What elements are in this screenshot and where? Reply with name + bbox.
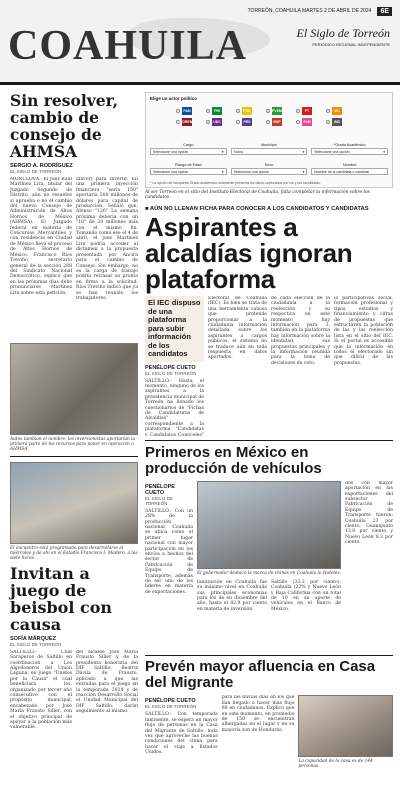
party-logo: FxM	[303, 120, 311, 124]
party-logo: RSP	[273, 120, 281, 124]
party-logo: MORENA	[179, 120, 195, 124]
candidate-search-panel	[145, 92, 393, 188]
lead-body	[10, 177, 138, 337]
main-kicker: ■ AÚN NO LLENAN FICHA PARA CONOCER A LOS CANDIDATOS Y CANDIDATAS	[145, 206, 369, 212]
main-headline: Aspirantes a alcaldías ignoran plataforma	[145, 212, 353, 294]
radio-icon[interactable]	[266, 109, 270, 113]
select-value: Seleccione una opción	[153, 149, 189, 154]
vehicles-outlet: EL SIGLO DE TORREÓN	[145, 495, 173, 506]
party-logo: PRD	[243, 109, 251, 113]
migrant-house-photo	[298, 695, 393, 757]
lead-col-2: afavor) para invertir. En una primera inyección financiera "sería 150" aportaría 500 millones de dólares para capital de producción. Señaló que, Alonso "126" La semana próxima debería con un "10" de 30 millones más con el mismo fin. Tomando como ese el 4 de abril, el juez Martínez Lira podría acceder al dictamen a la propuesta presentada por Ancira para el cambio de Consejo. Sin embargo, no es la carga de trabajo podría retrasar su pronta en firma a la solicitud. Ríos Treviño indicó que ya se han reunido los trabajadores.	[76, 177, 138, 301]
filter-edad	[150, 163, 227, 175]
party-option[interactable]	[176, 107, 200, 115]
migrant-photo-caption: La capacidad de la casa es de 144 personas.	[298, 759, 373, 770]
brand-subtitle: PERIÓDICO REGIONAL INDEPENDIENTE	[312, 42, 390, 47]
nombre-input[interactable]	[311, 168, 388, 175]
main-outlet: EL SIGLO DE TORREÓN	[145, 370, 197, 376]
party-logo: MC	[332, 107, 342, 115]
vehicles-lower-cols	[197, 580, 341, 612]
party-logo: PT	[302, 107, 312, 115]
main-col-2: Electoral de Coahuila (IEC). Es bien se trata de una herramienta valiosa que pretende proporcionar a la ciudadanía información detallada sobre los aspirantes a cargos públicos, el sistema no se traduce aún en toda respuesta en datos aportados.	[208, 296, 267, 361]
filter-municipio	[231, 143, 308, 155]
party-option[interactable]	[296, 107, 320, 115]
migrant-house-headline: Prevén mayor afluencia en Casa del Migrante	[145, 658, 376, 692]
sexo-select[interactable]	[231, 168, 308, 175]
party-logo: PES	[243, 120, 251, 124]
vehicles-photo	[197, 481, 341, 569]
party-logo: PRI	[212, 107, 222, 115]
filter-row-2	[150, 163, 388, 175]
radio-icon[interactable]	[176, 109, 180, 113]
vehicles-headline: Primeros en México en producción de vehículos	[145, 443, 322, 477]
cargo-select[interactable]	[150, 148, 227, 155]
filter-nombre	[311, 163, 388, 175]
input-placeholder: Nombre de la candidata o candidat	[314, 169, 369, 174]
lead-outlet: EL SIGLO DE TORREÓN	[10, 169, 62, 174]
brand-logo: El Siglo de Torreón	[296, 26, 390, 40]
vehicles-photo-block	[197, 481, 341, 651]
filter-label: Sexo	[264, 163, 274, 167]
sidebox-headline: El IEC dispuso de una plataforma para subir información de los candidatos	[148, 298, 201, 358]
chevron-down-icon: ▾	[221, 149, 224, 154]
migrant-col-2: para las lluvias días en los que lían llegado a hacer más flujo 80 en ciudadanos. Explicó que en este momento, en promedio de 150 se encuentran albergadas en el lugar y en su mayoría son de Honduras.	[221, 695, 295, 733]
main-story-body	[145, 296, 393, 436]
baseball-photo-caption: El encuentro está programado para desarrollarse el miércoles y de ahí en el Estadio Francisco I. Madero, a las siete horas.	[10, 545, 138, 561]
radio-icon[interactable]	[206, 109, 210, 113]
vehicles-col-1	[145, 481, 193, 651]
party-option[interactable]	[266, 107, 290, 115]
party-option[interactable]	[326, 118, 350, 126]
radio-icon[interactable]	[266, 120, 270, 124]
filter-cargo	[150, 143, 227, 155]
main-author: PENÉLOPE CUETO	[145, 364, 196, 371]
grado-select[interactable]	[311, 148, 388, 155]
vehicles-photo-caption: El gobernador destacó la marca de chinas en Coahuila lo Hoteles.	[197, 570, 341, 576]
main-sidebox	[145, 296, 204, 362]
panel-title: Elige un actor político	[150, 96, 198, 101]
party-selector	[176, 107, 376, 126]
filter-label: Rango de Edad	[175, 163, 202, 167]
section-title: COAHUILA	[8, 23, 248, 69]
masthead	[0, 0, 400, 85]
vehicles-col-2: tamización en Coahuila fue su máximo nivel en Coahuila sus principales economías para los de en diciembre del año, hasta el 82.9 por ciento en materia de inversión.	[197, 579, 267, 612]
party-option[interactable]	[236, 107, 260, 115]
party-option[interactable]	[266, 118, 290, 126]
filter-grado	[311, 143, 388, 155]
filter-label: Cargo	[183, 143, 194, 147]
vehicles-body	[145, 481, 393, 651]
main-col-3: de cada elección de la ciudadanía a la reelección y su respectiva en este momento hay información para 3, también en la plataforma hay información sobre la identidad, sus propuestas principales y la información reunida para la toma de decisiones de voto.	[271, 296, 330, 366]
chevron-down-icon: ▾	[302, 169, 305, 174]
lead-headline: Sin resolver, cambio de consejo de AHMSA	[10, 91, 119, 161]
baseball-photo	[10, 462, 138, 544]
divider	[145, 440, 393, 441]
radio-icon[interactable]	[236, 120, 240, 124]
filter-label: Municipio	[260, 143, 278, 147]
radio-icon[interactable]	[296, 120, 300, 124]
panel-note: * La opción de búsqueda Grado académico solamente presenta los datos capturados por los y las candidatas.	[150, 181, 321, 185]
migrant-photo-block	[298, 695, 393, 795]
edad-select[interactable]	[150, 168, 227, 175]
party-option[interactable]	[326, 107, 350, 115]
main-col-1-text: SALTILLO.- Hasta el momento, ninguno de los aspirantes a la presidencia municipal de Torreón ha llenado los cuestionarios de "Fichas de Candidaturas de Alcaldías" correspondiente a la plataforma "Candidatas y Candidatos Conóceles"	[145, 378, 204, 436]
migrant-col-1	[145, 695, 218, 795]
party-option[interactable]	[176, 118, 200, 126]
filter-label: *Grado Académico	[333, 143, 366, 147]
party-logo: UDC	[213, 120, 221, 124]
baseball-col-1: SALTILLO.- Club Saraperos de Saltillo en coordinación a Los Algodoneros del Unión Laguna, en juego "Unidos por la Causa" el cual beneficiará los, organizado por tercer año consecutivo con el propósito municipal, encabezado por José María Frausto Siller, con el objetivo principal de apoyar a la población más vulnerable.	[10, 649, 72, 731]
vehicles-col-4: dos con mayor aportación en las exportaciones del subsector Fabricación de Equipo de Transporte fueron: Coahuila 23 por ciento, Guanajuato 13.8 por ciento y Nuevo León 8.3 por ciento.	[345, 480, 393, 546]
radio-icon[interactable]	[326, 120, 330, 124]
lead-col-1: MONCLOVA.- El Juez Raúl Martínez Lira, titular del Juzgado Segundo de Distrito, aún no resuelve si aprueba o no el cambio del nuevo Consejo de Administración de Altos Hornos de México (AHMSA). El Juzgado federal en materia de Concursos Mercantiles y con residencia en Ciudad de México lleva el proceso de Altos Hornos de México. Francisco Ríos Treviño, secretario general de la sección 288 del Sindicato Nacional Democrático, explicó que en las próximas días debe pronunciarse Martínez Lira sobre esta petición.	[10, 177, 72, 296]
party-logo: IND	[333, 120, 341, 124]
select-value: Seleccione una opción	[233, 169, 269, 174]
chevron-down-icon: ▾	[302, 149, 305, 154]
baseball-outlet: EL SIGLO DE TORREÓN	[10, 641, 62, 647]
vehicles-author: PENÉLOPE CUETO	[145, 483, 175, 496]
baseball-col-2: del alcalde José María Frausto Siller y de la presidenta honoraria del DIF Saltillo, Beatriz Dávila de Frausto, aplicado a que las entradas para el juego en la temporada 2024 y de reacción Desarrollo Social el Unidad Municipal del DIF Saltillo, darán seguimiento al mismo.	[76, 649, 138, 715]
select-value: Seleccione una opción	[314, 149, 350, 154]
chevron-down-icon: ▾	[221, 169, 224, 174]
filter-sexo	[231, 163, 308, 175]
radio-icon[interactable]	[206, 120, 210, 124]
party-option[interactable]	[236, 118, 260, 126]
migrant-col-1-text: SALTILLO.- Con temporada inminente, se espera un mayor flujo de personas en la Casa del Migrante de Saltillo, toda vez que aproveche las buenas condiciones del clima para hacer el viaje a Estados Unidos.	[145, 712, 218, 756]
lead-author: SERGIO A. RODRÍGUEZ	[10, 163, 73, 169]
divider	[145, 655, 393, 656]
vehicles-col-1-text: SALTILLO.- Con un 28% de la producción nacional, Coahuila se ubica como el primer lugar nacional con mayor participación en los envíos a hechos del sector de Fabricación de Equipo de Transporte, además de ser uno de los líderes en materia de exportaciones.	[145, 508, 193, 595]
masthead-topline	[220, 6, 392, 16]
baseball-body	[10, 650, 138, 778]
radio-icon[interactable]	[326, 109, 330, 113]
ahmsa-photo	[10, 343, 138, 435]
select-value: Todos	[233, 149, 244, 154]
party-option[interactable]	[206, 118, 230, 126]
select-value: Seleccione una opción	[153, 169, 189, 174]
right-area	[145, 92, 393, 795]
party-logo: PAN	[183, 109, 191, 113]
party-option[interactable]	[206, 107, 230, 115]
panel-caption: Al ser Torreón en el sitio del Instituto Electoral de Coahuila, falta completar la información sobre los candidatos.	[145, 190, 370, 200]
page-number: 6E	[377, 7, 392, 16]
vehicles-col-3: Saltillo (33.2 por ciento), Coahuila (22% y Nuevo León y Baja California con un total de 10 en su aporte de vehículos en el Banco de México.	[271, 579, 341, 612]
party-logo: PVEM	[272, 109, 282, 113]
masthead-rule	[0, 82, 400, 85]
main-col-4: lo participativas social, formación profesional y tipos, estudios y financiamiento y cifras de propuestas que estructuren la población de las y las reelección lista en el sitio del IEC. Si el portal es accesible que la información en todos el electorado sin que difícil de las propuestas.	[334, 296, 393, 366]
left-column	[10, 92, 138, 778]
radio-icon[interactable]	[236, 109, 240, 113]
migrant-outlet: EL SIGLO DE TORREÓN	[145, 704, 197, 710]
chevron-down-icon: ▾	[383, 149, 386, 154]
party-option[interactable]	[296, 118, 320, 126]
divider	[10, 456, 138, 457]
municipio-select[interactable]	[231, 148, 308, 155]
ahmsa-photo-caption: Autos tambian el nombre, los inversionistas aportarían la primera parte de los recursos para poner en operación a AHMSA.	[10, 437, 136, 452]
filter-label: Nombre	[342, 163, 357, 167]
filter-row-1	[150, 143, 388, 155]
migrant-author: PENÉLOPE CUETO	[145, 698, 196, 705]
baseball-author: SOFÍA MÁRQUEZ	[10, 635, 56, 642]
city-date: TORREÓN, COAHUILA MARTES 2 DE ABRIL DE 2024	[247, 8, 372, 14]
migrant-house-body	[145, 695, 393, 795]
radio-icon[interactable]	[296, 109, 300, 113]
main-col-1	[145, 296, 204, 436]
baseball-headline: Invitan a juego de beisbol con causa	[10, 563, 113, 634]
